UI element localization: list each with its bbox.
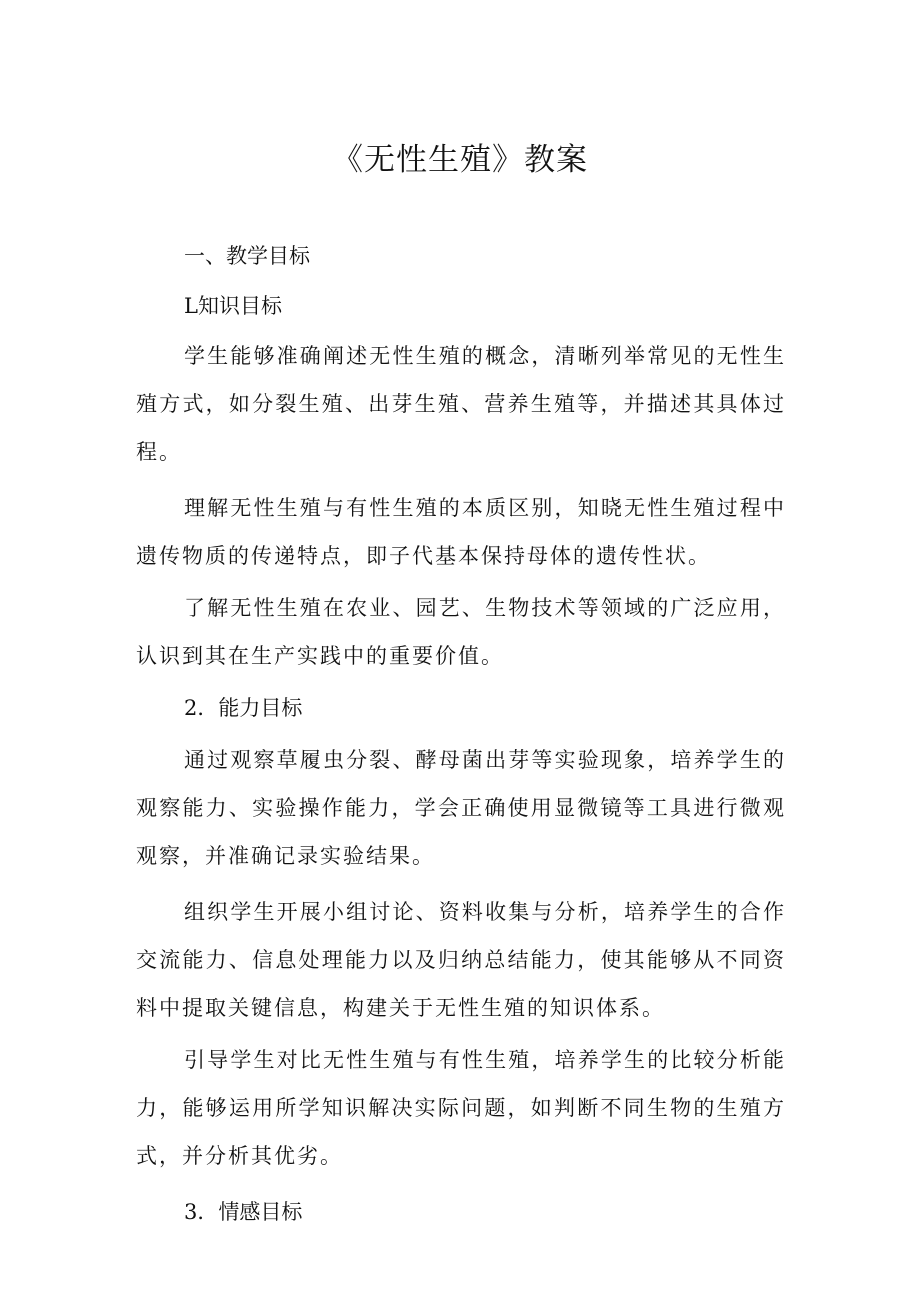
document-title: 《无性生殖》教案 — [332, 142, 588, 178]
section-heading-teaching-goals: 一、教学目标 — [184, 244, 310, 268]
ability-paragraph: 通过观察草履虫分裂、酵母菌出芽等实验现象，培养学生的观察能力、实验操作能力，学会正确使用显微镜等工具进行微观观察，并准确记录实验结果。 — [136, 748, 786, 868]
subsection-heading-ability-goals: 2．能力目标 — [184, 696, 303, 720]
subsection-heading-knowledge-goals: L知识目标 — [184, 294, 282, 318]
ability-paragraph: 引导学生对比无性生殖与有性生殖，培养学生的比较分析能力，能够运用所学知识解决实际问题，如判断不同生物的生殖方式，并分析其优劣。 — [136, 1048, 786, 1168]
ability-paragraph: 组织学生开展小组讨论、资料收集与分析，培养学生的合作交流能力、信息处理能力以及归纳总结能力，使其能够从不同资料中提取关键信息，构建关于无性生殖的知识体系。 — [136, 900, 786, 1020]
knowledge-paragraph: 理解无性生殖与有性生殖的本质区别，知晓无性生殖过程中遗传物质的传递特点，即子代基本保持母体的遗传性状。 — [136, 496, 786, 568]
document-body — [136, 232, 786, 1236]
subsection-heading-emotional-goals: 3．情感目标 — [184, 1200, 303, 1224]
knowledge-paragraph: 学生能够准确阐述无性生殖的概念，清晰列举常见的无性生殖方式，如分裂生殖、出芽生殖、营养生殖等，并描述其具体过程。 — [136, 344, 786, 464]
knowledge-paragraph: 了解无性生殖在农业、园艺、生物技术等领域的广泛应用，认识到其在生产实践中的重要价值。 — [136, 596, 786, 668]
